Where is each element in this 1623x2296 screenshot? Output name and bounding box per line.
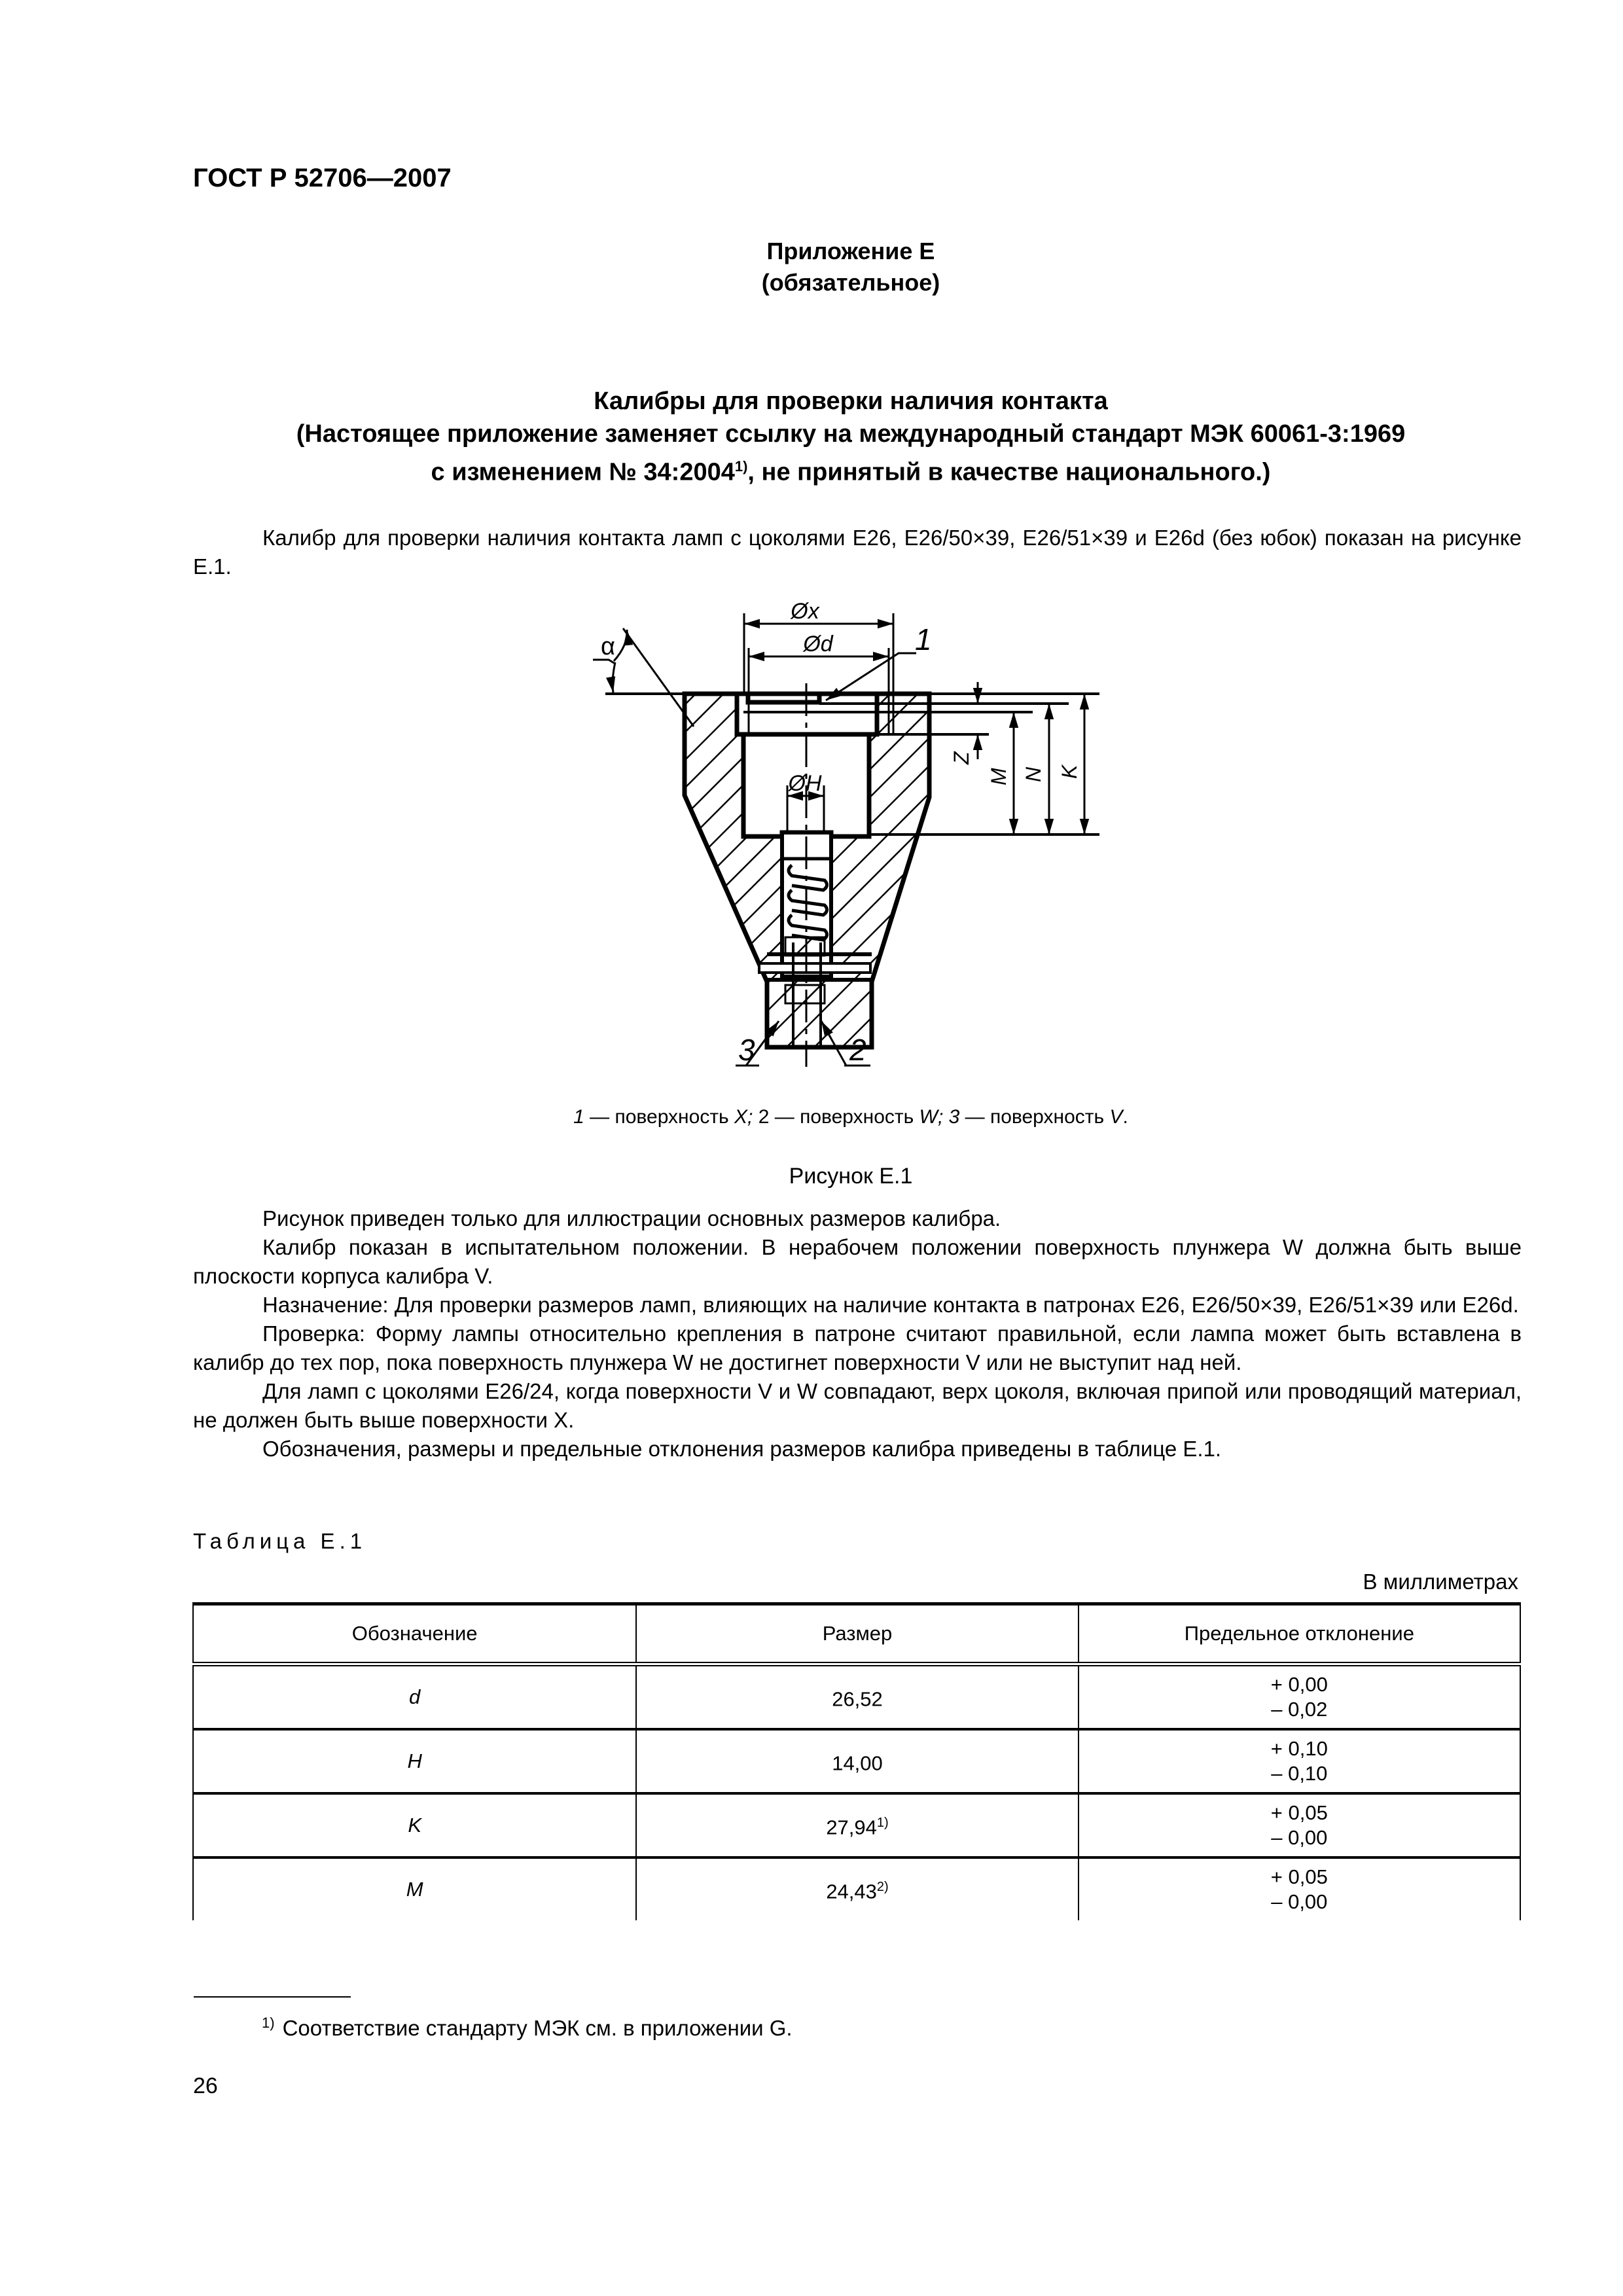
footnote-mark: 1) [262,2015,275,2031]
legend-text-2: — поверхность [769,1106,919,1128]
legend-text-1: — поверхность [584,1106,735,1128]
gauge-drawing [0,0,1623,1113]
dimensions-table [192,1602,1521,1920]
paragraph: Калибр показан в испытательном положении. В нерабочем положении поверхность плунжера W должна быть выше плоскости корпуса калибра V. [193,1235,1522,1288]
paragraph: Для ламп с цоколями Е26/24, когда поверхности V и W совпадают, верх цоколя, включая припой или проводящий материал, не должен быть выше поверхности X. [193,1379,1522,1432]
cell-symbol: d [193,1664,636,1730]
legend-num-2: 2 [758,1106,770,1128]
paragraph: Рисунок приведен только для иллюстрации основных размеров калибра. [262,1206,1001,1230]
label-H: ØH [788,771,822,796]
label-x: Øx [791,599,819,624]
section-title-line3-rest: , не принятый в качестве национального.) [747,458,1271,486]
paragraph: Назначение: Для проверки размеров ламп, влияющих на наличие контакта в патронах Е26, Е26/50×39, Е26/51×39 или Е26d. [262,1293,1519,1317]
cell-tolerance: + 0,05 – 0,00 [1079,1793,1520,1857]
cell-size: 14,00 [636,1729,1078,1793]
cell-tolerance: + 0,00 – 0,02 [1079,1664,1520,1730]
cell-size: 24,43$^{2)}$ [636,1857,1078,1920]
footnote-ref: 1) [734,458,748,475]
table-label: Таблица Е.1 [193,1529,367,1553]
callout-3: 3 [738,1033,755,1067]
footnote-text: Соответствие стандарту МЭК см. в приложении G. [282,2016,793,2040]
page-number: 26 [193,2073,218,2098]
table-row [193,1664,1520,1730]
document-header: ГОСТ Р 52706—2007 [193,164,452,192]
cell-tolerance: + 0,05 – 0,00 [1079,1857,1520,1920]
legend-text-3: — поверхность [959,1106,1110,1128]
section-title-line1: Калибры для проверки наличия контакта [594,387,1108,415]
paragraph: Проверка: Форму лампы относительно крепления в патроне считают правильной, если лампа может быть вставлена в калибр до тех пор, пока поверхность плунжера W не достигнет поверхности V или не выступит над ней. [193,1321,1522,1374]
col-header-symbol: Обозначение [193,1604,636,1664]
label-Z: Z [950,751,973,764]
table-row [193,1729,1520,1793]
col-header-size: Размер [636,1604,1078,1664]
section-title-line2: (Настоящее приложение заменяет ссылку на международный стандарт МЭК 60061-3:1969 [296,420,1406,448]
legend-surface-v: V [1109,1106,1123,1128]
callout-1: 1 [915,622,932,656]
legend-surface-x: X [734,1106,748,1128]
body-text [193,1204,1522,1463]
paragraph: Обозначения, размеры и предельные отклонения размеров калибра приведены в таблице Е.1. [262,1437,1222,1461]
appendix-status: (обязательное) [761,269,940,296]
callout-2: 2 [849,1033,866,1067]
legend-num-3: 3 [948,1106,960,1128]
legend-num-1: 1 [573,1106,584,1128]
legend-sep: ; [747,1106,758,1128]
label-M: M [987,768,1010,785]
cell-symbol: K [193,1793,636,1857]
figure-title: Рисунок Е.1 [789,1164,913,1189]
label-d: Ød [803,632,833,656]
legend-end: . [1122,1106,1128,1128]
section-title-line3-text: с изменением № 34:2004 [431,458,735,486]
label-K: K [1058,764,1081,779]
cell-tolerance: + 0,10 – 0,10 [1079,1729,1520,1793]
label-N: N [1022,766,1045,782]
table-row [193,1857,1520,1920]
legend-sep: ; [937,1106,949,1128]
col-header-tolerance: Предельное отклонение [1079,1604,1520,1664]
label-alpha: α [601,633,615,660]
cell-size: 27,94$^{1)}$ [636,1793,1078,1857]
figure-legend [183,1106,1518,1128]
intro-text: Калибр для проверки наличия контакта ламп с цоколями Е26, Е26/50×39, Е26/51×39 и Е26d (без юбок) показан на рисунке Е.1. [193,526,1522,579]
footnote [262,2015,793,2041]
table-row [193,1793,1520,1857]
appendix-title: Приложение Е [766,238,935,264]
cell-size: 26,52 [636,1664,1078,1730]
table-units: В миллиметрах [1363,1570,1518,1594]
table-header-row [193,1604,1520,1664]
cell-symbol: H [193,1729,636,1793]
legend-surface-w: W [919,1106,938,1128]
cell-symbol: M [193,1857,636,1920]
footnote-divider [194,1996,351,1998]
